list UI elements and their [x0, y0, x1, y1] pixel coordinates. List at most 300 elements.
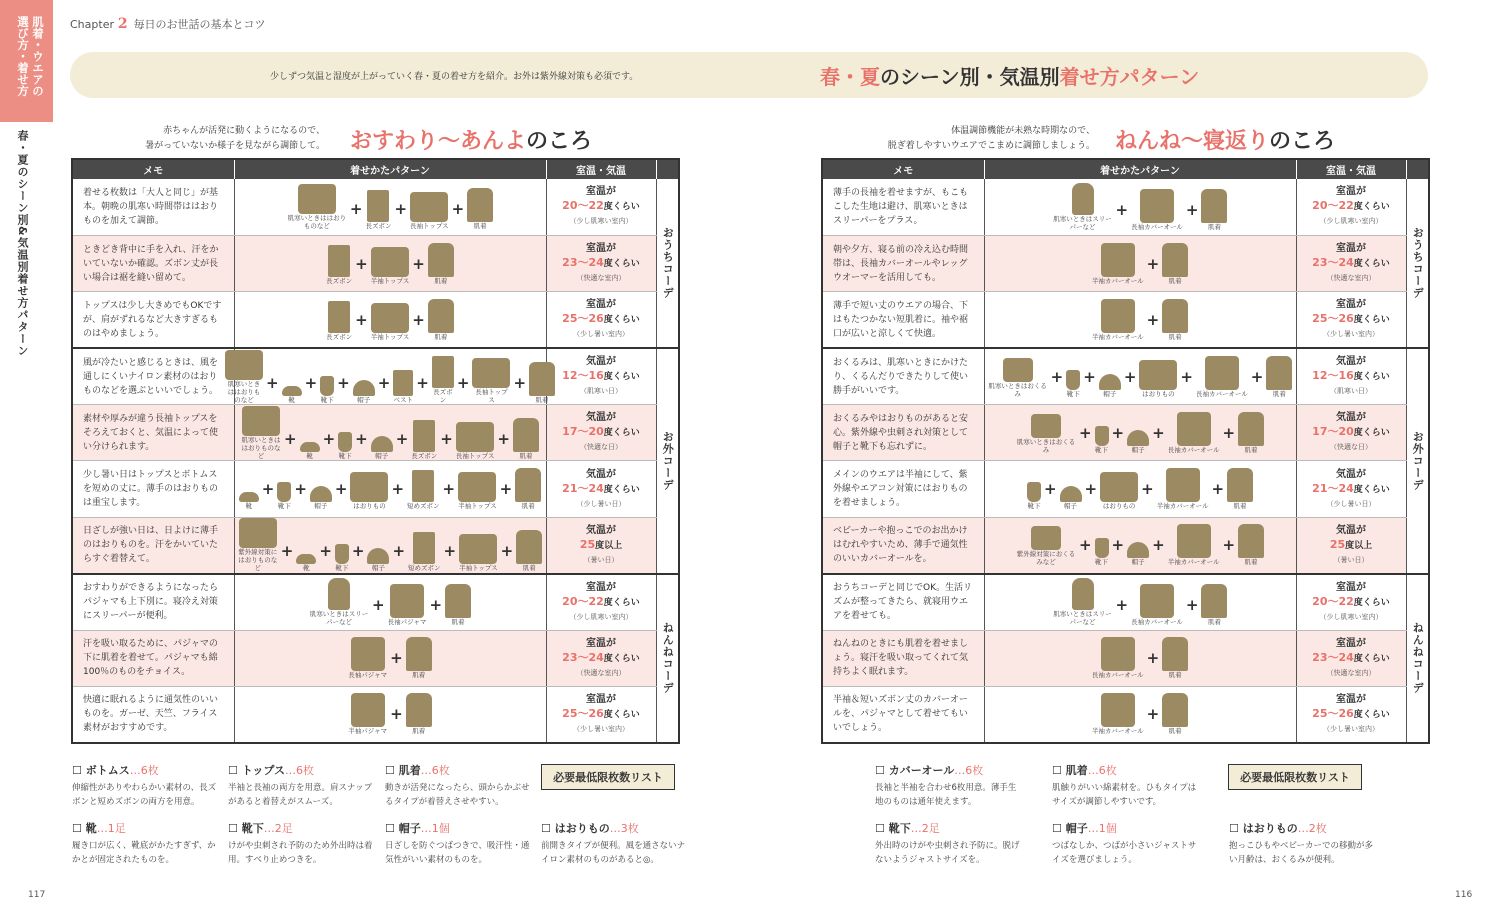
checkbox-icon: ☐: [1052, 822, 1062, 835]
pattern-cell: 肌寒いときははおりものなど + 長ズボン + 長袖トップス + 肌着: [234, 179, 546, 235]
garment-item: [445, 584, 471, 626]
garment-item: [1157, 468, 1209, 510]
pattern-cell: 肌寒いときはスリーパーなど + 長袖カバーオール + 肌着: [984, 179, 1296, 235]
garment-label: 半袖パジャマ: [348, 727, 388, 736]
garment-icon: [296, 554, 316, 564]
memo-cell: 少し暑い日はトップスとボトムスを短めの丈に。薄手のはおりものは重宝します。: [72, 461, 234, 517]
garment-label: 帽子: [314, 502, 328, 511]
garment-item: [353, 380, 375, 404]
garment-item: [1092, 637, 1144, 679]
garment-label: 肌寒いときはスリーパーなど: [1053, 610, 1112, 627]
pattern-cell: 肌寒いときはおくるみ + 靴下 + 帽子 + 長袖カバーオール + 肌着: [984, 405, 1296, 461]
garment-icon: [1072, 578, 1094, 610]
page-number: 116: [1455, 890, 1473, 900]
category-home: おうちコーデ: [1406, 179, 1429, 348]
garment-label: 長ズボン: [433, 387, 453, 404]
memo-cell: 薄手の長袖を着せますが、もこもこした生地は避け、肌寒いときはスリーパーをプラス。: [822, 179, 984, 235]
garment-item: [1238, 412, 1264, 454]
garment-item: [350, 472, 388, 510]
checkbox-icon: ☐: [541, 822, 551, 835]
garment-label: 肌着: [522, 564, 536, 573]
garment-icon: [300, 442, 320, 452]
memo-cell: 薄手で短い丈のウエアの場合、下はもたつかない短肌着に。袖や裾口が広いと涼しくて快適。: [822, 292, 984, 348]
garment-label: 肌着: [434, 276, 448, 285]
garment-icon: [1140, 584, 1174, 618]
garment-item: [456, 422, 495, 460]
garment-item: [338, 432, 352, 460]
garment-label: 肌着: [1244, 445, 1258, 454]
garment-label: 短めズボン: [407, 502, 440, 511]
garment-label: 靴下: [277, 502, 291, 511]
garment-item: [406, 693, 432, 735]
garment-icon: [458, 472, 496, 502]
garment-icon: [1003, 358, 1033, 382]
garment-item: [326, 245, 352, 285]
pattern-cell: 靴 + 靴下 + 帽子 + はおりもの + 短めズボン + 半袖トップス + 肌着: [234, 461, 546, 517]
category-sleep: ねんねコーデ: [1406, 574, 1429, 743]
garment-item: [1127, 430, 1149, 454]
garment-icon: [1201, 584, 1227, 618]
left-section-title: おすわり～あんよのころ: [350, 129, 593, 154]
temperature-cell: 気温が 25度以上 （暑い日）: [546, 517, 656, 573]
garment-item: [225, 350, 263, 404]
garment-icon: [1177, 524, 1211, 558]
memo-cell: 風が冷たいと感じるときは、風を通しにくいナイロン素材のはおりものなどを選ぶといいでしょう。: [72, 348, 234, 404]
garment-label: 靴: [306, 451, 313, 460]
garment-icon: [1166, 468, 1200, 502]
garment-icon: [1027, 482, 1041, 502]
garment-icon: [412, 470, 434, 502]
pattern-cell: 肌寒いときはスリーパーなど + 長袖パジャマ + 肌着: [234, 574, 546, 630]
garment-icon: [225, 350, 263, 380]
garment-label: 肌着: [434, 332, 448, 341]
garment-icon: [516, 530, 542, 564]
garment-icon: [367, 190, 389, 222]
temperature-cell: 室温が 20～22度くらい （少し肌寒い室内）: [546, 574, 656, 630]
memo-cell: ねんねのときにも肌着を着せましょう。寝汗を吸い取ってくれて気持ちよく眠れます。: [822, 630, 984, 686]
garment-icon: [467, 188, 493, 222]
right-section-title: ねんね～寝返りのころ: [1115, 129, 1336, 154]
chapter-header: Chapter 2 毎日のお世話の基本とコツ: [70, 16, 266, 32]
garment-label: 半袖カバーオール: [1091, 276, 1144, 285]
garment-item: [1162, 637, 1188, 679]
garment-item: [1053, 578, 1113, 626]
garment-label: 長袖カバーオール: [1131, 222, 1183, 231]
garment-label: ベスト: [393, 395, 414, 404]
temperature-cell: 室温が 23～24度くらい （快適な室内）: [546, 235, 656, 291]
right-lead: 体温調節機能が未熟な時期なので、 脱ぎ着しやすいウエアでこまめに調節しましょう。: [887, 126, 1095, 151]
pattern-cell: 紫外線対策にはおりものなど + 靴 + 靴下 + 帽子 + 短めズボン + 半袖トップス + 肌着: [234, 517, 546, 573]
garment-label: 長袖カバーオール: [1091, 671, 1144, 680]
list-item: ☐ はおりもの…3枚 前開きタイプが便利。風を通さないナイロン素材のものがあると◎。: [541, 822, 686, 865]
checkbox-icon: ☐: [228, 822, 238, 835]
table-row: [72, 235, 679, 291]
pattern-cell: 半袖パジャマ + 肌着: [234, 687, 546, 743]
garment-item: [371, 303, 410, 341]
pattern-cell: 紫外線対策におくるみなど + 靴下 + 帽子 + 半袖カバーオール + 肌着: [984, 517, 1296, 573]
table-row: [822, 235, 1429, 291]
garment-item: [529, 362, 555, 404]
table-row: [822, 405, 1429, 461]
garment-icon: [335, 544, 349, 564]
garment-icon: [1100, 472, 1138, 502]
garment-icon: [1201, 189, 1227, 223]
garment-icon: [1139, 360, 1177, 390]
garment-item: [348, 637, 387, 679]
pattern-cell: 肌寒いときははおりものなど + 靴 + 靴下 + 帽子 + 長ズボン + 長袖トップス + 肌着: [234, 405, 546, 461]
garment-label: 肌寒いときはおくるみ: [988, 381, 1047, 398]
garment-label: 肌着: [1168, 727, 1182, 736]
temperature-cell: 気温が 12～16度くらい （肌寒い日）: [546, 348, 656, 404]
garment-icon: [1101, 693, 1135, 727]
list-item: ☐ 靴下…2足 外出時のけがや虫刺され予防に。脱げないようジャストサイズを。: [875, 822, 1020, 865]
checkbox-icon: ☐: [1052, 764, 1062, 777]
garment-label: 靴下: [1066, 389, 1080, 398]
garment-icon: [459, 534, 497, 564]
temperature-cell: 室温が 23～24度くらい （快適な室内）: [1296, 235, 1406, 291]
garment-item: [371, 436, 393, 460]
garment-icon: [371, 436, 393, 452]
chapter-tab: 肌着・ウエアの選び方・着せ方: [0, 0, 53, 122]
garment-item: [1201, 584, 1227, 626]
garment-icon: [1031, 414, 1061, 438]
table-row: [72, 348, 679, 404]
pattern-cell: 長袖パジャマ + 肌着: [234, 630, 546, 686]
garment-item: [241, 406, 281, 460]
category-sleep: ねんねコーデ: [656, 574, 679, 743]
garment-label: 半袖トップス: [459, 564, 498, 573]
temperature-cell: 室温が 20～22度くらい （少し肌寒い室内）: [1296, 179, 1406, 235]
garment-icon: [1238, 412, 1264, 446]
garment-label: 肌寒いときはおくるみ: [1016, 437, 1076, 454]
garment-icon: [1266, 356, 1292, 390]
garment-item: [1201, 189, 1227, 231]
col-temp: 室温・気温: [1296, 159, 1406, 179]
garment-item: [326, 301, 352, 341]
checkbox-icon: ☐: [72, 764, 82, 777]
garment-label: 肌寒いときははおりものなど: [227, 379, 261, 404]
garment-icon: [338, 432, 352, 452]
garment-item: [1139, 360, 1177, 398]
garment-label: 肌着: [535, 395, 549, 404]
garment-item: [516, 530, 542, 572]
table-row: [822, 292, 1429, 348]
table-row: [822, 630, 1429, 686]
table-row: [822, 574, 1429, 630]
temperature-cell: 気温が 21～24度くらい （少し暑い日）: [1296, 461, 1406, 517]
garment-label: 肌着: [1168, 671, 1182, 680]
garment-item: [371, 247, 410, 285]
garment-label: 靴: [288, 395, 295, 404]
garment-label: 靴下: [1095, 558, 1109, 567]
category-home: おうちコーデ: [656, 179, 679, 348]
garment-icon: [242, 406, 280, 436]
garment-label: 長袖カバーオール: [1195, 389, 1248, 398]
list-item: ☐ 肌着…6枚 肌触りがいい綿素材を。ひもタイプはサイズが調節しやすいです。: [1052, 764, 1197, 807]
garment-item: [335, 544, 349, 572]
col-pattern: 着せかたパターン: [984, 159, 1296, 179]
garment-label: 長ズボン: [365, 221, 392, 230]
garment-icon: [282, 386, 302, 396]
checkbox-icon: ☐: [1229, 822, 1239, 835]
memo-cell: 半袖＆短いズボン丈のカバーオールを、パジャマとして着せてもいいでしょう。: [822, 687, 984, 743]
garment-item: [428, 299, 454, 341]
garment-item: [309, 578, 369, 626]
garment-icon: [1162, 693, 1188, 727]
garment-icon: [390, 584, 424, 618]
garment-item: [1238, 524, 1264, 566]
garment-icon: [328, 578, 350, 610]
garment-icon: [1066, 370, 1080, 390]
garment-icon: [1101, 637, 1135, 671]
garment-item: [1196, 356, 1248, 398]
garment-item: [300, 442, 320, 460]
garment-icon: [1127, 430, 1149, 446]
garment-icon: [371, 247, 409, 277]
garment-label: はおりもの: [1142, 389, 1175, 398]
garment-label: 半袖カバーオール: [1091, 332, 1144, 341]
garment-item: [988, 358, 1048, 398]
list-item: ☐ 帽子…1個 日ざしを防ぐつばつきで、吸汗性・通気性がいい素材のものを。: [385, 822, 530, 865]
garment-label: 肌着: [1168, 332, 1182, 341]
garment-label: 長袖トップス: [475, 387, 508, 404]
table-row: [72, 292, 679, 348]
garment-item: [406, 637, 432, 679]
garment-item: [432, 356, 454, 404]
checkbox-icon: ☐: [385, 822, 395, 835]
garment-item: [367, 548, 389, 572]
garment-item: [1162, 243, 1188, 285]
garment-icon: [1177, 412, 1211, 446]
garment-icon: [456, 422, 494, 452]
garment-icon: [351, 637, 385, 671]
garment-icon: [371, 303, 409, 333]
list-item: ☐ 靴下…2足 けがや虫刺され予防のため外出時は着用。すべり止めつきを。: [228, 822, 373, 865]
garment-icon: [350, 472, 388, 502]
garment-item: [1127, 542, 1149, 566]
garment-icon: [413, 532, 435, 564]
banner-subtitle: 少しずつ気温と湿度が上がっていく春・夏の着せ方を紹介。お外は紫外線対策も必須です。: [270, 72, 639, 82]
garment-icon: [239, 518, 277, 548]
garment-label: 長袖トップス: [410, 221, 449, 230]
table-row: [822, 461, 1429, 517]
garment-label: 短めズボン: [408, 564, 441, 573]
garment-item: [1092, 299, 1144, 341]
temperature-cell: 気温が 12～16度くらい （肌寒い日）: [1296, 348, 1406, 404]
garment-label: 長ズボン: [326, 276, 353, 285]
temperature-cell: 室温が 25～26度くらい （少し暑い室内）: [546, 687, 656, 743]
garment-label: 帽子: [1103, 389, 1117, 398]
garment-label: 肌着: [473, 221, 487, 230]
garment-icon: [1205, 356, 1239, 390]
table-row: [822, 348, 1429, 404]
temperature-cell: 室温が 23～24度くらい （快適な室内）: [1296, 630, 1406, 686]
table-row: [822, 517, 1429, 573]
memo-cell: 日ざしが強い日は、日よけに薄手のはおりものを。汗をかいていたらすぐ着替えて。: [72, 517, 234, 573]
garment-label: 半袖カバーオール: [1156, 502, 1209, 511]
garment-label: 肌寒いときははおりものなど: [241, 435, 281, 460]
garment-icon: [328, 245, 350, 277]
temperature-cell: 室温が 20～22度くらい （少し肌寒い室内）: [1296, 574, 1406, 630]
garment-item: [472, 358, 510, 404]
garment-icon: [1227, 468, 1253, 502]
garment-icon: [1162, 243, 1188, 277]
table-row: [72, 574, 679, 630]
garment-item: [459, 534, 498, 572]
garment-label: 肌寒いときはスリーパーなど: [1053, 214, 1112, 231]
garment-item: [1016, 414, 1076, 454]
pattern-cell: 長袖カバーオール + 肌着: [984, 630, 1296, 686]
garment-icon: [351, 693, 385, 727]
garment-item: [428, 243, 454, 285]
table-row: [822, 179, 1429, 235]
garment-icon: [1072, 183, 1094, 215]
garment-icon: [1127, 542, 1149, 558]
memo-cell: 快適に眠れるように通気性のいいものを。ガーゼ、天竺、フライス素材がおすすめです。: [72, 687, 234, 743]
garment-label: はおりもの: [1102, 502, 1136, 511]
garment-item: [393, 370, 413, 404]
temperature-cell: 室温が 23～24度くらい （快適な室内）: [546, 630, 656, 686]
garment-item: [1092, 243, 1144, 285]
garment-icon: [277, 482, 291, 502]
pattern-cell: 靴下 + 帽子 + はおりもの + 半袖カバーオール + 肌着: [984, 461, 1296, 517]
memo-cell: おくるみは、肌寒いときにかけたり、くるんだりできたりして使い勝手がいいです。: [822, 348, 984, 404]
garment-icon: [1095, 538, 1109, 558]
garment-item: [407, 470, 440, 510]
garment-icon: [1095, 426, 1109, 446]
page-number: 117: [28, 890, 46, 900]
garment-label: 半袖トップス: [458, 502, 497, 511]
garment-item: [513, 418, 539, 460]
garment-icon: [1238, 524, 1264, 558]
table-row: [72, 179, 679, 235]
garment-label: 靴下: [320, 395, 334, 404]
garment-label: 肌着: [1244, 558, 1258, 567]
garment-label: 長袖トップス: [455, 451, 495, 460]
table-row: [72, 461, 679, 517]
pattern-cell: 半袖カバーオール + 肌着: [984, 292, 1296, 348]
garment-item: [238, 518, 278, 572]
checkbox-icon: ☐: [385, 764, 395, 777]
title-banner: [70, 52, 1428, 98]
garment-item: [1162, 693, 1188, 735]
garment-item: [1016, 526, 1076, 566]
garment-label: 長袖カバーオール: [1167, 445, 1220, 454]
temperature-cell: 気温が 25度以上 （暑い日）: [1296, 517, 1406, 573]
table-row: [72, 687, 679, 743]
garment-icon: [406, 637, 432, 671]
garment-label: 靴下: [1095, 445, 1109, 454]
temperature-cell: 室温が 20～22度くらい （少し肌寒い室内）: [546, 179, 656, 235]
left-lead: 赤ちゃんが活発に動くようになるので、 暑がっていないか様子を見ながら調節して。: [145, 126, 325, 151]
garment-icon: [529, 362, 555, 396]
garment-label: 肌寒いときはスリーパーなど: [309, 610, 369, 627]
list-item: ☐ 帽子…1個 つばなしか、つばが小さいジャストサイズを選びましょう。: [1052, 822, 1197, 865]
garment-label: 長ズボン: [326, 332, 353, 341]
garment-item: [467, 188, 493, 230]
garment-item: [348, 693, 387, 735]
temperature-cell: 室温が 25～26度くらい （少し暑い室内）: [546, 292, 656, 348]
garment-item: [388, 584, 427, 626]
col-memo: メモ: [72, 159, 234, 179]
pattern-cell: 長ズボン + 半袖トップス + 肌着: [234, 292, 546, 348]
memo-cell: おうちコーデと同じでOK。生活リズムが整ってきたら、就寝用ウエアを着せても。: [822, 574, 984, 630]
list-item: ☐ 靴…1足 履き口が広く、靴底がかたすぎず、かかとが固定されたものを。: [72, 822, 216, 865]
list-item: ☐ カバーオール…6枚 長袖と半袖を合わせ6枚用意。薄手生地のものは通年使えます。: [875, 764, 1017, 807]
temperature-cell: 室温が 25～26度くらい （少し暑い室内）: [1296, 687, 1406, 743]
garment-item: [1095, 538, 1109, 566]
side-title: 春・夏のシーン別&気温別着せ方パターン: [16, 130, 29, 357]
checkbox-icon: ☐: [875, 822, 885, 835]
garment-item: [1095, 426, 1109, 454]
memo-cell: ベビーカーや抱っこでのお出かけはむれやすいため、薄手で通気性のいいカバーオールを。: [822, 517, 984, 573]
garment-item: [411, 420, 437, 460]
garment-label: 長ズボン: [411, 451, 438, 460]
garment-icon: [1101, 243, 1135, 277]
garment-item: [287, 184, 347, 230]
garment-label: 帽子: [1064, 502, 1078, 511]
right-pattern-table: [821, 158, 1430, 744]
list-item: ☐ 肌着…6枚 動きが活発になったら、頭からかぶせるタイプが着替えさせやすい。: [385, 764, 530, 807]
garment-icon: [1099, 374, 1121, 390]
garment-item: [365, 190, 391, 230]
garment-label: 半袖カバーオール: [1167, 558, 1220, 567]
garment-item: [310, 486, 332, 510]
garment-item: [277, 482, 291, 510]
garment-icon: [432, 356, 454, 388]
garment-icon: [328, 301, 350, 333]
garment-item: [282, 386, 302, 404]
garment-label: 肌着: [521, 502, 535, 511]
garment-icon: [406, 693, 432, 727]
garment-label: 肌着: [1233, 502, 1247, 511]
garment-item: [1100, 472, 1138, 510]
garment-item: [320, 376, 334, 404]
garment-label: 帽子: [357, 395, 371, 404]
garment-item: [1027, 482, 1041, 510]
memo-cell: おすわりができるようになったらパジャマも上下別に。寝冷え対策にスリーパーが便利。: [72, 574, 234, 630]
pattern-cell: 肌寒いときはスリーパーなど + 長袖カバーオール + 肌着: [984, 574, 1296, 630]
garment-icon: [1162, 637, 1188, 671]
table-row: [72, 405, 679, 461]
garment-label: 靴: [245, 502, 252, 511]
pattern-cell: 長ズボン + 半袖トップス + 肌着: [234, 235, 546, 291]
garment-icon: [472, 358, 510, 388]
memo-cell: トップスは少し大きめでもOKですが、肩がずれるなど大きすぎるものはやめましょう。: [72, 292, 234, 348]
list-item: ☐ はおりもの…2枚 抱っこひもやベビーカーでの移動が多い月齢は、おくるみが便利。: [1229, 822, 1373, 865]
pattern-cell: 肌寒いときはおくるみ + 靴下 + 帽子 + はおりもの + 長袖カバーオール + 肌着: [984, 348, 1296, 404]
garment-icon: [298, 184, 336, 214]
garment-label: 靴下: [1027, 502, 1041, 511]
minimum-list-label: 必要最低限枚数リスト: [1228, 764, 1362, 790]
garment-item: [1227, 468, 1253, 510]
garment-icon: [413, 420, 435, 452]
garment-label: 肌着: [451, 618, 465, 627]
garment-icon: [1162, 299, 1188, 333]
temperature-cell: 気温が 17～20度くらい （快適な日）: [546, 405, 656, 461]
memo-cell: 着せる枚数は「大人と同じ」が基本。朝晩の肌寒い時間帯ははおりものを加えて調節。: [72, 179, 234, 235]
garment-label: 靴下: [335, 564, 349, 573]
garment-item: [1066, 370, 1080, 398]
garment-icon: [320, 376, 334, 396]
garment-item: [1053, 183, 1113, 231]
garment-label: 帽子: [1131, 558, 1145, 567]
garment-icon: [1101, 299, 1135, 333]
garment-item: [410, 192, 449, 230]
garment-icon: [239, 492, 259, 502]
garment-icon: [367, 548, 389, 564]
garment-label: 肌着: [412, 671, 426, 680]
